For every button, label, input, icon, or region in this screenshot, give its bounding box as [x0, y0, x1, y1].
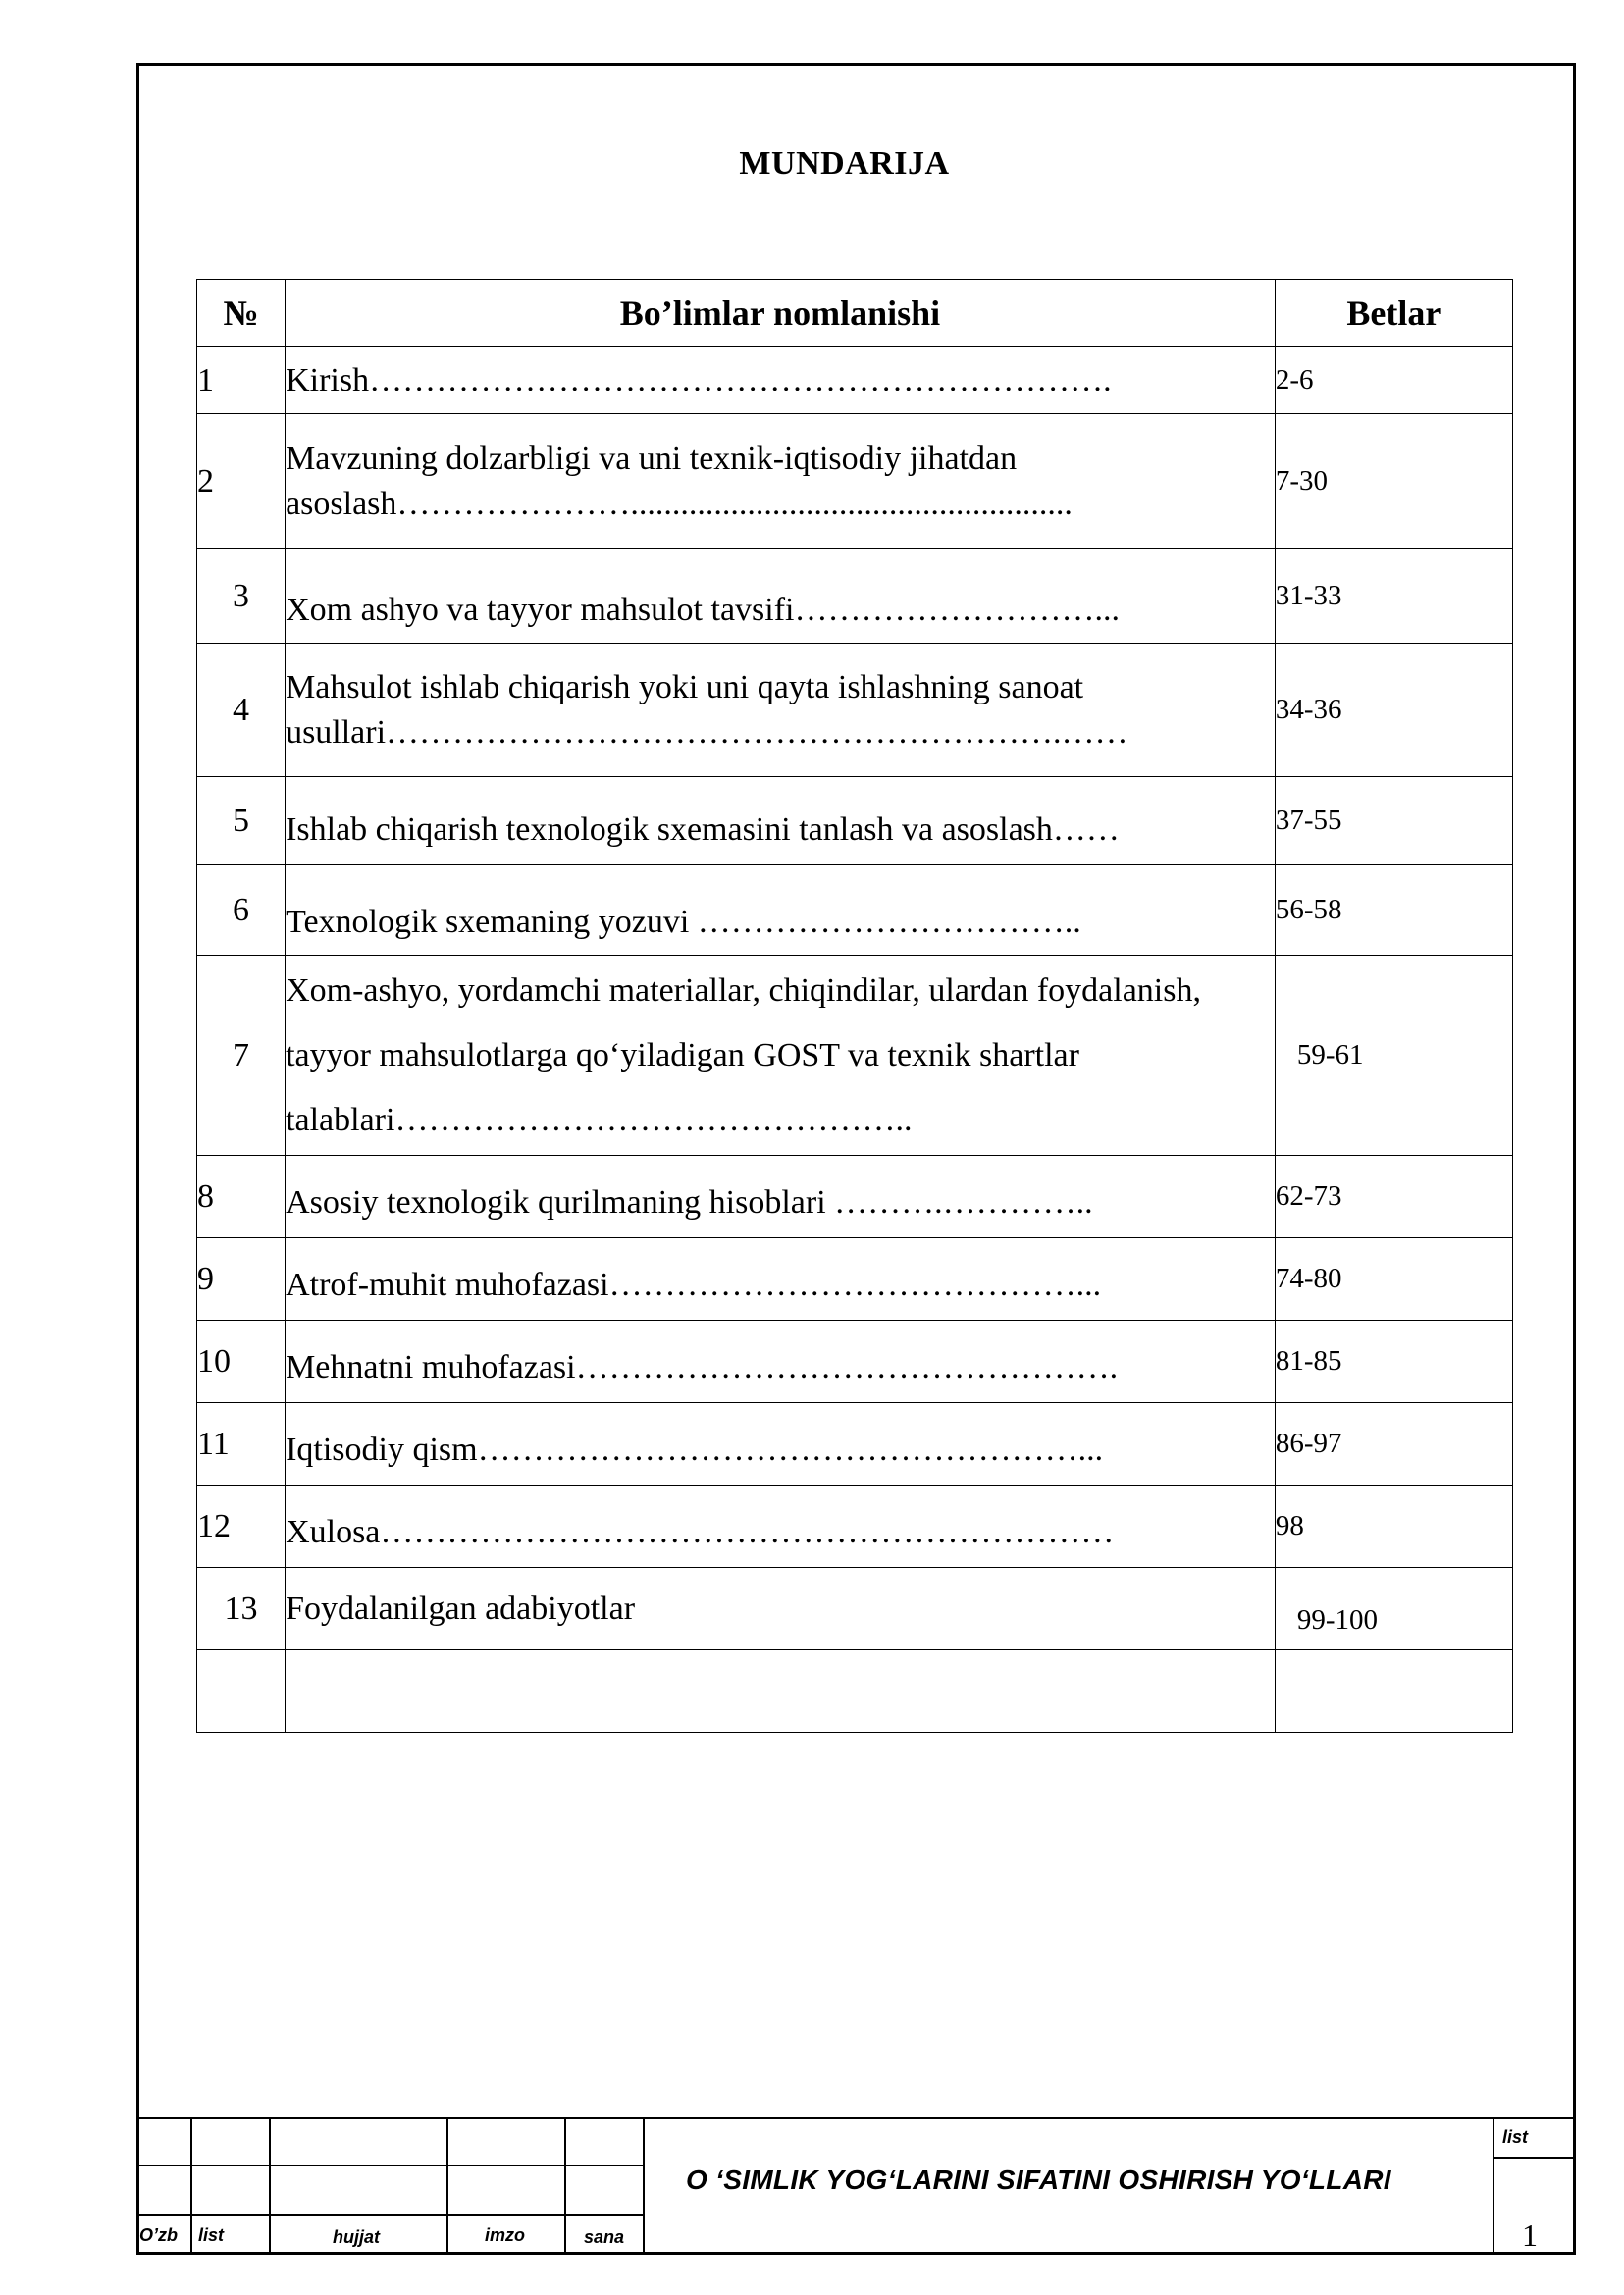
row-number: 12 — [197, 1486, 286, 1568]
row-title — [286, 1650, 1276, 1733]
row-title: Asosiy texnologik qurilmaning hisoblari ……….………….. — [286, 1156, 1276, 1238]
stamp-label-list: list — [198, 2225, 225, 2245]
row-title: Mehnatni muhofazasi…………………………………………. — [286, 1321, 1276, 1403]
row-number: 1 — [197, 347, 286, 414]
row-number: 8 — [197, 1156, 286, 1238]
row-title: Texnologik sxemaning yozuvi …………………………….. — [286, 865, 1276, 956]
sheet-number: 1 — [1522, 2217, 1538, 2253]
row-number: 2 — [197, 414, 286, 549]
row-number: 3 — [197, 549, 286, 644]
table-row — [197, 347, 1513, 414]
row-pages — [1275, 1650, 1512, 1733]
stamp-cell — [190, 2117, 271, 2166]
row-number: 6 — [197, 865, 286, 956]
table-row — [197, 1321, 1513, 1403]
stamp-label-list-right: list — [1502, 2127, 1529, 2147]
title-block — [136, 2117, 1576, 2255]
row-pages: 56-58 — [1275, 865, 1512, 956]
row-pages: 7-30 — [1275, 414, 1512, 549]
row-title: Iqtisodiy qism………………………………………………... — [286, 1403, 1276, 1486]
row-title: Atrof-muhit muhofazasi……………………………………... — [286, 1238, 1276, 1321]
row-number: 13 — [197, 1568, 286, 1650]
stamp-cell — [190, 2165, 271, 2216]
stamp-cell — [446, 2165, 566, 2216]
stamp-cell — [564, 2165, 645, 2216]
stamp-cell — [269, 2117, 448, 2166]
stamp-label-hujjat: hujjat — [333, 2227, 380, 2247]
table-row — [197, 865, 1513, 956]
row-pages: 98 — [1275, 1486, 1512, 1568]
table-row — [197, 549, 1513, 644]
row-pages: 86-97 — [1275, 1403, 1512, 1486]
page-title: MUNDARIJA — [739, 145, 950, 182]
header-number: № — [197, 280, 286, 347]
table-row — [197, 777, 1513, 865]
contents-table — [196, 279, 1513, 1733]
row-pages: 62-73 — [1275, 1156, 1512, 1238]
row-number — [197, 1650, 286, 1733]
stamp-label-ozb: O’zb — [139, 2225, 178, 2245]
row-title: Xulosa………………………………………………………… — [286, 1486, 1276, 1568]
table-row — [197, 414, 1513, 549]
table-row — [197, 644, 1513, 777]
row-number: 7 — [197, 956, 286, 1156]
row-title: Foydalanilgan adabiyotlar — [286, 1568, 1276, 1650]
stamp-cell — [136, 2117, 192, 2166]
row-title: Xom ashyo va tayyor mahsulot tavsifi………………………... — [286, 549, 1276, 644]
row-pages: 74-80 — [1275, 1238, 1512, 1321]
row-pages: 37-55 — [1275, 777, 1512, 865]
row-title: Xom-ashyo, yordamchi materiallar, chiqindilar, ulardan foydalanish, tayyor mahsulotlarga qo‘yiladigan GOST va texnik shartlar talablari……………………………………….. — [286, 956, 1276, 1156]
row-title: Ishlab chiqarish texnologik sxemasini tanlash va asoslash…… — [286, 777, 1276, 865]
stamp-cell — [446, 2117, 566, 2166]
table-row — [197, 956, 1513, 1156]
row-pages: 34-36 — [1275, 644, 1512, 777]
row-number: 10 — [197, 1321, 286, 1403]
row-pages: 99-100 — [1275, 1568, 1512, 1650]
row-number: 11 — [197, 1403, 286, 1486]
stamp-label-sana: sana — [584, 2227, 625, 2247]
header-pages: Betlar — [1275, 280, 1512, 347]
row-number: 5 — [197, 777, 286, 865]
row-pages: 2-6 — [1275, 347, 1512, 414]
table-row — [197, 1568, 1513, 1650]
table-row — [197, 1403, 1513, 1486]
document-title: O ‘SIMLIK YOG‘LARINI SIFATINI OSHIRISH YO‘LLARI — [686, 2165, 1391, 2195]
row-pages: 31-33 — [1275, 549, 1512, 644]
table-row — [197, 1650, 1513, 1733]
row-number: 9 — [197, 1238, 286, 1321]
stamp-cell — [269, 2165, 448, 2216]
table-header-row — [197, 280, 1513, 347]
table-row — [197, 1156, 1513, 1238]
row-title: Mahsulot ishlab chiqarish yoki uni qayta ishlashning sanoat usullari…………………………………………………….…… — [286, 644, 1276, 777]
row-number: 4 — [197, 644, 286, 777]
table-row — [197, 1238, 1513, 1321]
row-pages: 81-85 — [1275, 1321, 1512, 1403]
stamp-label-imzo: imzo — [485, 2225, 526, 2245]
row-pages: 59-61 — [1275, 956, 1512, 1156]
stamp-cell — [564, 2117, 645, 2166]
stamp-cell — [136, 2165, 192, 2216]
header-section-name: Bo’limlar nomlanishi — [286, 280, 1276, 347]
table-row — [197, 1486, 1513, 1568]
row-title: Kirish…………………………………………………………. — [286, 347, 1276, 414]
row-title: Mavzuning dolzarbligi va uni texnik-iqtisodiy jihatdan asoslash…………………..................................................... — [286, 414, 1276, 549]
